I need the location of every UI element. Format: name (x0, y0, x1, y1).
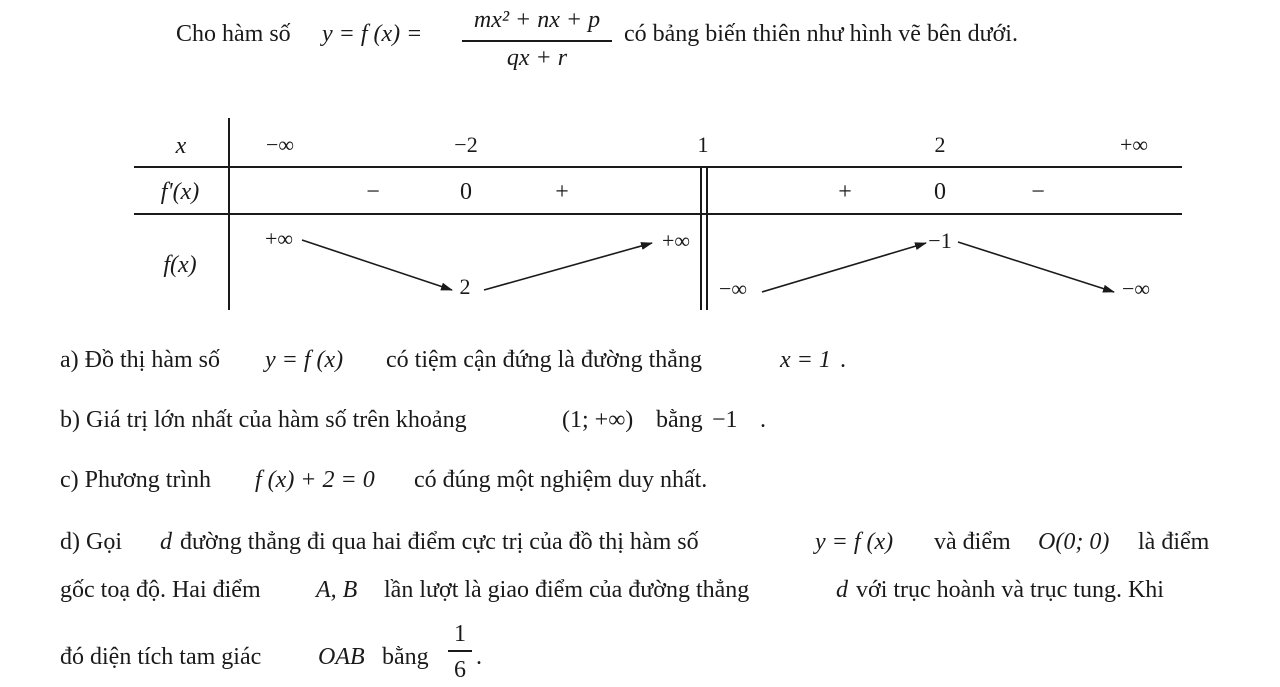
f-value: 2 (459, 274, 471, 299)
statement-b-math1: (1; +∞) (562, 407, 634, 433)
statement-d-var: d (160, 529, 172, 555)
area-fraction-bar (448, 650, 472, 652)
statement-c-pre: c) Phương trình (60, 467, 212, 493)
statement-d-pre: d) Gọi (60, 529, 122, 555)
statement-d-math2: O(0; 0) (1038, 529, 1110, 555)
fprime-zero: 0 (460, 179, 472, 205)
intro-suffix: có bảng biến thiên như hình vẽ bên dưới. (624, 21, 1018, 47)
arrow-increasing (762, 243, 926, 292)
statement-b-mid: bằng (656, 407, 703, 433)
statement-d-line1a: đường thẳng đi qua hai điểm cực trị của đồ thị hàm số (180, 529, 699, 555)
x-value: 2 (934, 132, 946, 157)
statement-d-line1c: là điểm (1138, 529, 1210, 555)
statement-d-line2b: lần lượt là giao điểm của đường thẳng (384, 577, 750, 603)
x-value: −2 (454, 132, 478, 157)
arrow-decreasing (958, 242, 1114, 292)
f-value: −1 (928, 228, 952, 253)
statement-a-math1: y = f (x) (265, 347, 344, 373)
statement-a-pre: a) Đồ thị hàm số (60, 347, 220, 373)
fprime-sign: + (555, 179, 569, 205)
statement-d-math1: y = f (x) (815, 529, 894, 555)
statement-d-var2: d (836, 577, 848, 603)
statement-d-line3a: đó diện tích tam giác (60, 644, 262, 670)
statement-b-pre: b) Giá trị lớn nhất của hàm số trên khoảng (60, 407, 467, 433)
statement-d-line3b: bằng (382, 644, 429, 670)
fprime-zero: 0 (934, 179, 946, 205)
x-value: +∞ (1119, 132, 1149, 157)
statement-c-math1: f (x) + 2 = 0 (255, 467, 375, 493)
fprime-sign: − (366, 179, 380, 205)
statement-a-post: . (840, 347, 846, 373)
f-value: −∞ (1121, 276, 1151, 301)
fprime-sign: − (1031, 179, 1045, 205)
statement-b-math2: −1 (712, 407, 738, 433)
f-value: −∞ (718, 276, 748, 301)
x-value: 1 (697, 132, 709, 157)
arrow-increasing (484, 243, 652, 290)
row-label-f: f(x) (163, 252, 197, 278)
statement-b-post: . (760, 407, 766, 433)
statement-d-line1b: và điểm (934, 529, 1011, 555)
statement-a-math2: x = 1 (780, 347, 831, 373)
statement-d-math4: OAB (318, 644, 365, 670)
area-fraction-denominator: 6 (454, 657, 466, 683)
function-lhs: y = f (x) = (322, 21, 423, 47)
f-value: +∞ (264, 226, 294, 251)
statement-d-math3: A, B (316, 577, 358, 603)
intro-prefix: Cho hàm số (176, 21, 291, 47)
fraction-denominator: qx + r (506, 45, 568, 71)
f-value: +∞ (661, 228, 691, 253)
row-label-x: x (175, 133, 187, 159)
x-value: −∞ (265, 132, 295, 157)
row-label-fprime: f'(x) (160, 179, 200, 205)
statement-d-post: . (476, 644, 482, 670)
statement-d-line2c: với trục hoành và trục tung. Khi (856, 577, 1164, 603)
statement-a-mid: có tiệm cận đứng là đường thẳng (386, 347, 702, 373)
arrow-decreasing (302, 240, 452, 290)
area-fraction-numerator: 1 (454, 621, 466, 647)
fraction-numerator: mx² + nx + p (473, 7, 601, 33)
statement-c-post: có đúng một nghiệm duy nhất. (414, 467, 708, 493)
statement-d-line2a: gốc toạ độ. Hai điểm (60, 577, 261, 603)
fprime-sign: + (838, 179, 852, 205)
